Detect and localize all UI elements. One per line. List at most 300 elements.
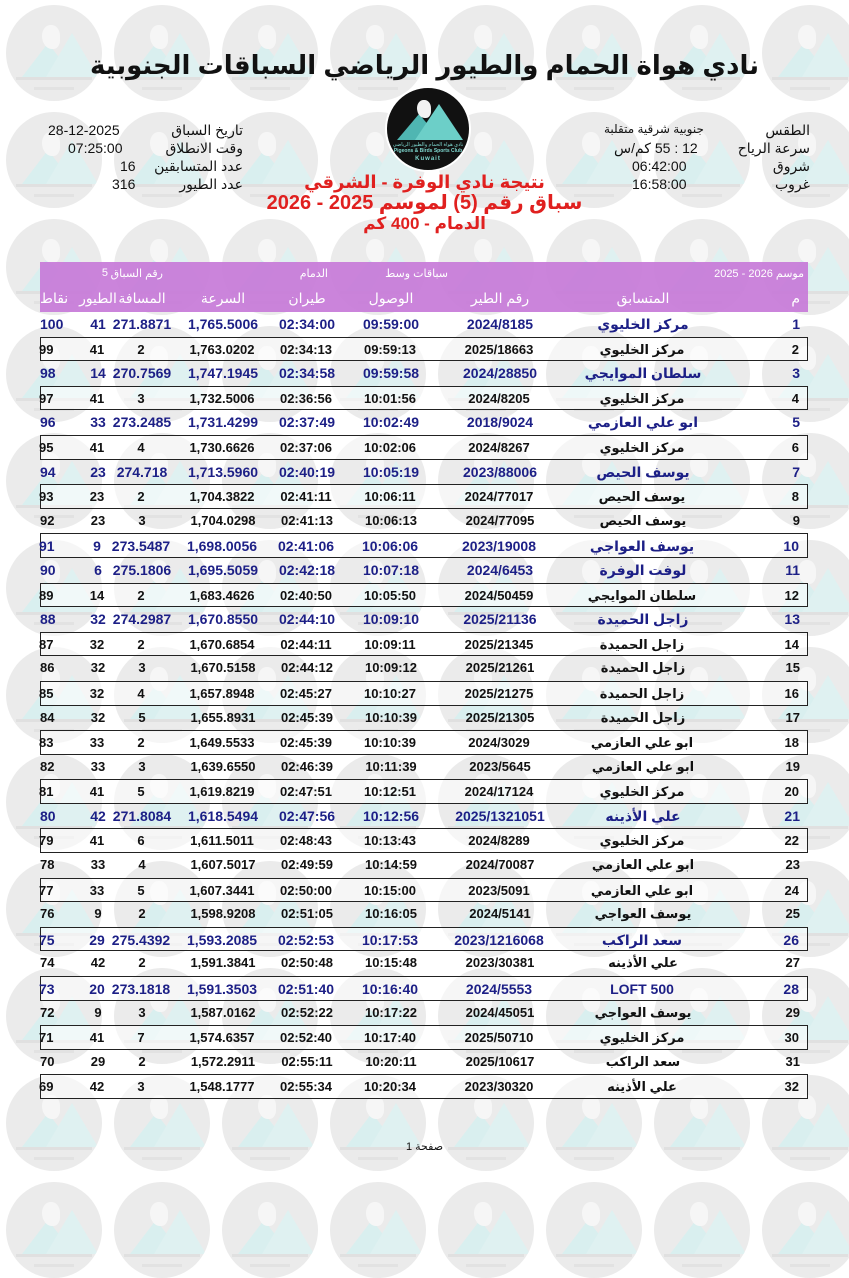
cell-points: 88 — [40, 611, 56, 628]
cell-distance: 5 — [138, 709, 146, 725]
cell-arrival: 10:07:18 — [362, 561, 420, 578]
cell-distance: 3 — [137, 390, 145, 406]
cell-flight-time: 02:45:27 — [279, 685, 333, 701]
pigeon-icon — [417, 100, 431, 118]
cell-ring-number: 2023/19008 — [462, 538, 536, 555]
race-location-distance: الدمام - 400 كم — [363, 214, 486, 233]
cell-speed: 1,618.5494 — [187, 807, 259, 824]
table-header-row — [40, 286, 808, 312]
cell-speed: 1,704.0298 — [190, 512, 256, 528]
cell-speed: 1,695.5059 — [187, 561, 259, 578]
cell-competitor: سعد الراكب — [601, 931, 683, 948]
cell-arrival: 10:09:12 — [364, 660, 418, 676]
cell-flight-time: 02:44:11 — [280, 636, 332, 652]
cell-distance: 3 — [138, 512, 146, 528]
cell-competitor: يوسف العواجي — [594, 1004, 692, 1020]
cell-birds: 14 — [89, 587, 105, 603]
cell-flight-time: 02:50:00 — [279, 882, 333, 898]
cell-points: 69 — [39, 1079, 54, 1095]
cell-competitor: ابو علي العازمي — [590, 882, 694, 898]
cell-ring-number: 2024/45051 — [465, 1004, 535, 1020]
cell-points: 94 — [40, 463, 56, 480]
cell-points: 86 — [40, 660, 55, 676]
cell-competitor: يوسف الحيص — [596, 463, 690, 480]
cell-ring-number: 2024/17124 — [464, 784, 534, 800]
cell-ring-number: 2024/8205 — [468, 390, 530, 406]
cell-flight-time: 02:40:50 — [279, 587, 333, 603]
cell-distance: 4 — [138, 857, 146, 873]
cell-flight-time: 02:40:19 — [278, 463, 336, 480]
cell-position: 10 — [783, 538, 799, 555]
cell-competitor: سعد الراكب — [605, 1053, 681, 1069]
header-birds: الطيور — [79, 290, 117, 306]
table-row — [40, 976, 808, 1001]
cell-distance: 7 — [137, 1030, 145, 1046]
cell-flight-time: 02:51:40 — [277, 981, 335, 998]
cell-competitor: ابو علي العازمي — [591, 758, 695, 774]
cell-ring-number: 2025/18663 — [464, 341, 534, 357]
cell-distance: 2 — [137, 735, 145, 751]
table-row — [40, 435, 808, 460]
cell-ring-number: 2024/28850 — [463, 365, 537, 382]
cell-ring-number: 2025/21261 — [465, 660, 535, 676]
table-row — [40, 337, 808, 362]
cell-distance: 273.2485 — [112, 414, 172, 431]
cell-distance: 2 — [137, 587, 145, 603]
wind-speed-value: 12 : 55 كم/س — [614, 140, 698, 156]
cell-distance: 5 — [137, 882, 145, 898]
cell-ring-number: 2024/8289 — [468, 833, 530, 849]
cell-birds: 20 — [89, 981, 105, 998]
cell-arrival: 10:12:56 — [362, 807, 420, 824]
cell-position: 27 — [785, 955, 800, 971]
cell-flight-time: 02:47:51 — [279, 784, 333, 800]
cell-birds: 23 — [90, 463, 106, 480]
cell-position: 6 — [791, 439, 799, 455]
cell-arrival: 09:59:13 — [363, 341, 417, 357]
cell-flight-time: 02:52:22 — [280, 1004, 334, 1020]
cell-distance: 4 — [137, 439, 145, 455]
cell-distance: 274.718 — [116, 463, 168, 480]
cell-speed: 1,572.2911 — [190, 1053, 256, 1069]
participants-label: عدد المتسابقين — [154, 158, 243, 174]
cell-flight-time: 02:49:59 — [280, 857, 334, 873]
result-heading: نتيجة نادي الوفرة - الشرقي — [304, 172, 545, 192]
cell-competitor: سلطان الموايجي — [584, 365, 702, 382]
cell-distance: 2 — [138, 1053, 146, 1069]
cell-flight-time: 02:52:53 — [277, 931, 335, 948]
cell-ring-number: 2024/5553 — [465, 981, 533, 998]
cell-distance: 271.8084 — [112, 807, 172, 824]
header-flight: طيران — [288, 290, 326, 306]
cell-ring-number: 2024/50459 — [464, 587, 534, 603]
cell-ring-number: 2024/3029 — [468, 735, 530, 751]
cell-birds: 42 — [89, 1079, 105, 1095]
cell-distance: 270.7569 — [112, 365, 172, 382]
cell-competitor: LOFT 500 — [610, 981, 674, 998]
club-title: نادي هواة الحمام والطيور الرياضي السباقات الجنوبية — [89, 50, 760, 80]
cell-speed: 1,591.3841 — [190, 955, 256, 971]
cell-speed: 1,698.0056 — [186, 538, 258, 555]
cell-speed: 1,591.3503 — [186, 981, 258, 998]
cell-points: 76 — [40, 906, 55, 922]
table-row — [40, 681, 808, 706]
cell-distance: 3 — [138, 1004, 146, 1020]
cell-position: 20 — [784, 784, 799, 800]
logo-arabic-text: نادي هواة الحمام والطيور الرياضي — [392, 142, 464, 148]
table-row — [40, 632, 808, 657]
cell-arrival: 10:20:11 — [365, 1053, 417, 1069]
cell-position: 1 — [792, 316, 800, 332]
table-row — [40, 853, 808, 878]
cell-points: 70 — [40, 1053, 55, 1069]
cell-points: 78 — [40, 857, 55, 873]
table-row — [40, 607, 808, 632]
cell-distance: 3 — [138, 758, 146, 774]
header-ring: رقم الطير — [470, 290, 530, 306]
cell-position: 11 — [785, 561, 800, 578]
watermark-logo-icon — [114, 1182, 210, 1278]
cell-flight-time: 02:51:05 — [280, 906, 334, 922]
watermark-logo-icon — [546, 1182, 642, 1278]
cell-birds: 32 — [90, 709, 106, 725]
start-time-label: وقت الانطلاق — [165, 140, 243, 156]
cell-birds: 33 — [89, 735, 105, 751]
cell-distance: 274.2987 — [112, 611, 172, 628]
cell-flight-time: 02:52:40 — [279, 1030, 333, 1046]
cell-ring-number: 2025/50710 — [464, 1030, 534, 1046]
cell-position: 18 — [784, 735, 799, 751]
cell-arrival: 10:13:43 — [363, 833, 417, 849]
cell-competitor: يوسف العواجي — [594, 906, 692, 922]
race-number-value: 5 — [101, 267, 108, 279]
cell-ring-number: 2023/88006 — [463, 463, 537, 480]
cell-birds: 29 — [90, 1053, 106, 1069]
table-row — [40, 312, 808, 337]
cell-arrival: 10:11:39 — [365, 758, 417, 774]
cell-arrival: 09:59:00 — [362, 316, 420, 332]
header-name: المتسابق — [616, 290, 670, 306]
cell-speed: 1,548.1777 — [189, 1079, 255, 1095]
cell-distance: 2 — [137, 341, 145, 357]
cell-flight-time: 02:44:12 — [280, 660, 334, 676]
cell-competitor: لوفت الوفرة — [599, 561, 687, 578]
cell-ring-number: 2025/21136 — [463, 611, 537, 628]
cell-birds: 41 — [90, 316, 106, 332]
table-row — [40, 558, 808, 583]
cell-speed: 1,619.8219 — [189, 784, 255, 800]
cell-speed: 1,587.0162 — [190, 1004, 256, 1020]
cell-flight-time: 02:47:56 — [278, 807, 336, 824]
header-arrival: الوصول — [368, 290, 414, 306]
table-row — [40, 460, 808, 485]
cell-speed: 1,670.8550 — [187, 611, 259, 628]
cell-birds: 32 — [90, 611, 106, 628]
cell-position: 19 — [785, 758, 800, 774]
cell-points: 96 — [40, 414, 56, 431]
cell-arrival: 10:15:48 — [364, 955, 418, 971]
results-table — [40, 262, 808, 1099]
header-pos: م — [791, 290, 800, 306]
cell-arrival: 10:12:51 — [363, 784, 417, 800]
cell-competitor: زاجل الحميدة — [597, 611, 689, 628]
cell-competitor: يوسف العواجي — [589, 538, 695, 555]
race-season-heading: سباق رقم (5) لموسم 2025 - 2026 — [266, 192, 583, 214]
watermark-logo-icon — [330, 1182, 426, 1278]
cell-distance: 275.4392 — [111, 931, 171, 948]
cell-competitor: ابو علي العازمي — [591, 857, 695, 873]
birds-count-value: 316 — [112, 176, 136, 192]
table-row — [40, 779, 808, 804]
cell-speed: 1,732.5006 — [189, 390, 255, 406]
cell-position: 29 — [785, 1004, 800, 1020]
cell-ring-number: 2023/5091 — [468, 882, 530, 898]
table-row — [40, 1001, 808, 1026]
cell-competitor: مركز الخليوي — [599, 1030, 685, 1046]
cell-distance: 271.8871 — [112, 316, 172, 332]
table-row — [40, 730, 808, 755]
cell-speed: 1,598.9208 — [190, 906, 256, 922]
race-location: الدمام — [299, 268, 328, 280]
cell-arrival: 10:01:56 — [363, 390, 417, 406]
cell-points: 92 — [40, 512, 55, 528]
cell-position: 23 — [785, 857, 800, 873]
cell-birds: 41 — [89, 341, 105, 357]
cell-ring-number: 2024/8185 — [466, 316, 534, 332]
cell-arrival: 10:15:00 — [363, 882, 417, 898]
cell-position: 8 — [791, 489, 799, 505]
cell-flight-time: 02:44:10 — [278, 611, 336, 628]
cell-position: 13 — [784, 611, 800, 628]
table-info-band — [40, 262, 808, 286]
cell-arrival: 10:02:49 — [362, 414, 420, 431]
table-row — [40, 410, 808, 435]
cell-distance: 2 — [137, 636, 145, 652]
cell-speed: 1,670.5158 — [190, 660, 256, 676]
cell-points: 85 — [39, 685, 54, 701]
cell-speed: 1,704.3822 — [189, 489, 255, 505]
watermark-logo-icon — [438, 1182, 534, 1278]
cell-points: 98 — [40, 365, 56, 382]
cell-points: 83 — [39, 735, 54, 751]
cell-arrival: 10:17:40 — [363, 1030, 417, 1046]
cell-birds: 6 — [94, 561, 102, 578]
cell-distance: 4 — [137, 685, 145, 701]
cell-points: 73 — [39, 981, 55, 998]
cell-competitor: مركز الخليوي — [599, 390, 685, 406]
cell-position: 28 — [783, 981, 799, 998]
cell-position: 30 — [784, 1030, 799, 1046]
cell-arrival: 10:10:27 — [363, 685, 417, 701]
cell-birds: 41 — [89, 784, 105, 800]
cell-position: 31 — [785, 1053, 800, 1069]
cell-speed: 1,574.6357 — [189, 1030, 255, 1046]
cell-speed: 1,657.8948 — [189, 685, 255, 701]
cell-arrival: 10:16:05 — [364, 906, 418, 922]
table-row — [40, 1025, 808, 1050]
cell-speed: 1,713.5960 — [187, 463, 259, 480]
sunrise-value: 06:42:00 — [632, 158, 687, 174]
race-number-label: رقم السباق — [110, 268, 163, 280]
cell-arrival: 10:17:22 — [364, 1004, 418, 1020]
cell-points: 82 — [40, 758, 55, 774]
cell-birds: 33 — [90, 857, 106, 873]
cell-ring-number: 2025/21345 — [464, 636, 534, 652]
cell-birds: 33 — [90, 758, 106, 774]
cell-arrival: 10:14:59 — [364, 857, 418, 873]
cell-position: 15 — [785, 660, 800, 676]
cell-competitor: مركز الخليوي — [597, 316, 689, 332]
cell-flight-time: 02:37:06 — [279, 439, 333, 455]
cell-ring-number: 2024/77017 — [464, 489, 534, 505]
cell-ring-number: 2024/6453 — [466, 561, 534, 578]
cell-speed: 1,655.8931 — [190, 709, 256, 725]
cell-competitor: مركز الخليوي — [599, 439, 685, 455]
cell-points: 91 — [39, 538, 55, 555]
cell-arrival: 10:05:50 — [363, 587, 417, 603]
participants-value: 16 — [120, 158, 136, 174]
cell-ring-number: 2023/30381 — [465, 955, 535, 971]
header-distance: المسافة — [118, 290, 166, 306]
table-body — [40, 312, 808, 1099]
cell-position: 12 — [784, 587, 799, 603]
cell-competitor: سلطان الموايجي — [587, 587, 697, 603]
table-row — [40, 1050, 808, 1075]
cell-birds: 9 — [93, 538, 101, 555]
cell-birds: 29 — [89, 931, 105, 948]
race-date-label: تاريخ السباق — [171, 122, 243, 138]
cell-arrival: 10:09:11 — [364, 636, 416, 652]
header-points: نقاط — [40, 290, 69, 306]
cell-speed: 1,607.3441 — [189, 882, 255, 898]
race-date-value: 28-12-2025 — [48, 122, 120, 138]
sunset-label: غروب — [775, 176, 810, 192]
cell-points: 100 — [40, 316, 64, 332]
cell-points: 74 — [40, 955, 55, 971]
cell-distance: 2 — [137, 489, 145, 505]
cell-ring-number: 2024/8267 — [468, 439, 530, 455]
cell-speed: 1,593.2085 — [186, 931, 258, 948]
cell-flight-time: 02:48:43 — [279, 833, 333, 849]
cell-speed: 1,611.5011 — [190, 833, 254, 849]
cell-birds: 41 — [89, 390, 105, 406]
cell-points: 87 — [39, 636, 54, 652]
cell-competitor: يوسف الحيص — [598, 489, 686, 505]
cell-flight-time: 02:55:34 — [279, 1079, 333, 1095]
cell-flight-time: 02:46:39 — [280, 758, 334, 774]
cell-arrival: 10:06:13 — [364, 512, 418, 528]
cell-distance: 275.1806 — [112, 561, 172, 578]
cell-arrival: 10:05:19 — [362, 463, 420, 480]
watermark-logo-icon — [762, 1182, 849, 1278]
cell-position: 14 — [784, 636, 799, 652]
cell-flight-time: 02:41:11 — [280, 489, 332, 505]
header-speed: السرعة — [200, 290, 246, 306]
cell-ring-number: 2024/77095 — [465, 512, 535, 528]
cell-ring-number: 2023/5645 — [469, 758, 531, 774]
cell-arrival: 10:20:34 — [363, 1079, 417, 1095]
cell-arrival: 10:06:11 — [364, 489, 416, 505]
table-row — [40, 1074, 808, 1099]
weather-label: الطقس — [765, 122, 810, 138]
cell-position: 16 — [784, 685, 799, 701]
cell-distance: 5 — [137, 784, 145, 800]
cell-competitor: زاجل الحميدة — [600, 660, 686, 676]
table-row — [40, 706, 808, 731]
cell-competitor: ابو علي العازمي — [587, 414, 699, 431]
watermark-logo-icon — [6, 1182, 102, 1278]
cell-arrival: 10:10:39 — [364, 709, 418, 725]
cell-distance: 273.5487 — [111, 538, 171, 555]
cell-position: 32 — [784, 1079, 799, 1095]
cell-ring-number: 2024/5141 — [469, 906, 531, 922]
cell-flight-time: 02:41:06 — [277, 538, 335, 555]
cell-position: 5 — [792, 414, 800, 431]
cell-arrival: 09:59:58 — [362, 365, 420, 382]
cell-birds: 14 — [90, 365, 106, 382]
cell-competitor: علي الأذينه — [608, 955, 678, 971]
cell-birds: 23 — [89, 489, 105, 505]
cell-competitor: مركز الخليوي — [599, 784, 685, 800]
sunrise-label: شروق — [772, 158, 810, 174]
table-row — [40, 828, 808, 853]
cell-points: 93 — [39, 489, 54, 505]
cell-ring-number: 2025/10617 — [465, 1053, 535, 1069]
cell-distance: 3 — [137, 1079, 145, 1095]
start-time-value: 07:25:00 — [68, 140, 123, 156]
cell-flight-time: 02:37:49 — [278, 414, 336, 431]
cell-competitor: ابو علي العازمي — [590, 735, 694, 751]
cell-distance: 6 — [137, 833, 145, 849]
cell-points: 81 — [39, 784, 54, 800]
cell-competitor: علي الأذينه — [607, 1079, 677, 1095]
cell-position: 7 — [792, 463, 800, 480]
cell-flight-time: 02:50:48 — [280, 955, 334, 971]
cell-speed: 1,607.5017 — [190, 857, 256, 873]
cell-speed: 1,639.6550 — [190, 758, 256, 774]
watermark-logo-icon — [654, 1182, 750, 1278]
birds-count-label: عدد الطيور — [179, 176, 243, 192]
cell-position: 26 — [783, 931, 799, 948]
cell-flight-time: 02:45:39 — [280, 709, 334, 725]
cell-speed: 1,765.5006 — [187, 316, 259, 332]
table-row — [40, 386, 808, 411]
wind-speed-label: سرعة الرياح — [737, 140, 810, 156]
cell-distance: 3 — [138, 660, 146, 676]
cell-flight-time: 02:34:13 — [279, 341, 333, 357]
cell-competitor: زاجل الحميدة — [599, 636, 685, 652]
cell-distance: 273.1818 — [111, 981, 171, 998]
cell-points: 77 — [39, 882, 54, 898]
cell-birds: 32 — [90, 660, 106, 676]
cell-position: 17 — [785, 709, 800, 725]
watermark-logo-icon — [222, 1182, 318, 1278]
cell-ring-number: 2023/1216068 — [454, 931, 544, 948]
table-row — [40, 484, 808, 509]
cell-speed: 1,670.6854 — [189, 636, 255, 652]
logo-country-text: Kuwait — [415, 156, 441, 162]
cell-flight-time: 02:34:00 — [278, 316, 336, 332]
cell-points: 80 — [40, 807, 56, 824]
cell-competitor: زاجل الحميدة — [599, 685, 685, 701]
cell-points: 90 — [40, 561, 56, 578]
cell-birds: 42 — [90, 955, 106, 971]
cell-points: 72 — [40, 1004, 55, 1020]
cell-position: 4 — [791, 390, 799, 406]
cell-arrival: 10:17:53 — [361, 931, 419, 948]
cell-points: 84 — [40, 709, 55, 725]
cell-points: 95 — [39, 439, 54, 455]
